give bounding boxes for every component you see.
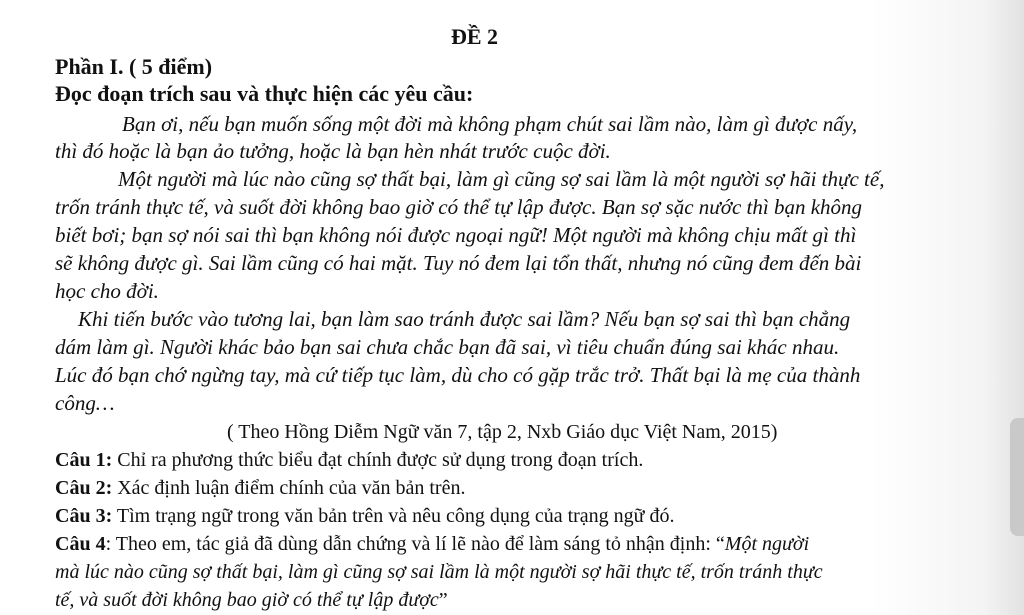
passage-line: biết bơi; bạn sợ nói sai thì bạn không nói được ngoại ngữ! Một người mà không chịu mất gì thì [55,223,857,247]
question-text: Xác định luận điểm chính của văn bản trên. [112,477,466,499]
question-label: Câu 1: [55,449,113,471]
passage-line: công… [55,391,115,415]
part-heading: Phần I. ( 5 điểm) [55,54,213,79]
instruction-text: Đọc đoạn trích sau và thực hiện các yêu cầu: [55,81,474,106]
question-quote: Một người [724,533,810,555]
question-4-quote-line: mà lúc nào cũng sợ thất bại, làm gì cũng sợ sai lầm là một người sợ hãi thực tế, trốn tránh thực [55,561,823,583]
question-text: Tìm trạng ngữ trong văn bản trên và nêu công dụng của trạng ngữ đó. [112,505,675,527]
question-label: Câu 4 [55,533,106,555]
question-quote-end: tế, và suốt đời không bao giờ có thể tự lập được [55,589,439,611]
side-scroll-tab[interactable] [1010,418,1024,536]
question-2 [55,475,465,501]
question-1 [55,447,643,473]
passage-line: Khi tiến bước vào tương lai, bạn làm sao tránh được sai lầm? Nếu bạn sợ sai thì bạn chẳng [78,307,851,331]
question-text: Chỉ ra phương thức biểu đạt chính được sử dụng trong đoạn trích. [112,449,644,471]
question-4 [55,531,809,557]
passage-line: Lúc đó bạn chớ ngừng tay, mà cứ tiếp tục làm, dù cho có gặp trắc trở. Thất bại là mẹ của thành [55,363,861,387]
question-label: Câu 3: [55,505,113,527]
passage-line: sẽ không được gì. Sai lầm cũng có hai mặt. Tuy nó đem lại tổn thất, nhưng nó cũng đem đến bài [55,251,862,275]
question-text: : Theo em, tác giả đã dùng dẫn chứng và lí lẽ nào để làm sáng tỏ nhận định: “ [105,533,725,555]
closing-quote: ” [438,589,448,611]
exam-title: ĐỀ 2 [451,24,499,49]
question-label: Câu 2: [55,477,113,499]
passage-line: thì đó hoặc là bạn ảo tưởng, hoặc là bạn hèn nhát trước cuộc đời. [55,139,611,163]
passage-line: Bạn ơi, nếu bạn muốn sống một đời mà không phạm chút sai lầm nào, làm gì được nấy, [122,112,858,136]
question-3 [55,503,675,529]
question-4-quote-line-end [55,587,448,613]
passage-line: học cho đời. [55,279,159,303]
passage-line: dám làm gì. Người khác bảo bạn sai chưa chắc bạn đã sai, vì tiêu chuẩn đúng sai khác nhau. [55,335,840,359]
passage-line: trốn tránh thực tế, và suốt đời không bao giờ có thể tự lập được. Bạn sợ sặc nước thì bạn không [55,195,863,219]
passage-line: Một người mà lúc nào cũng sợ thất bại, làm gì cũng sợ sai lầm là một người sợ hãi thực tế, [118,167,885,191]
source-citation: ( Theo Hồng Diễm Ngữ văn 7, tập 2, Nxb Giáo dục Việt Nam, 2015) [227,421,778,443]
